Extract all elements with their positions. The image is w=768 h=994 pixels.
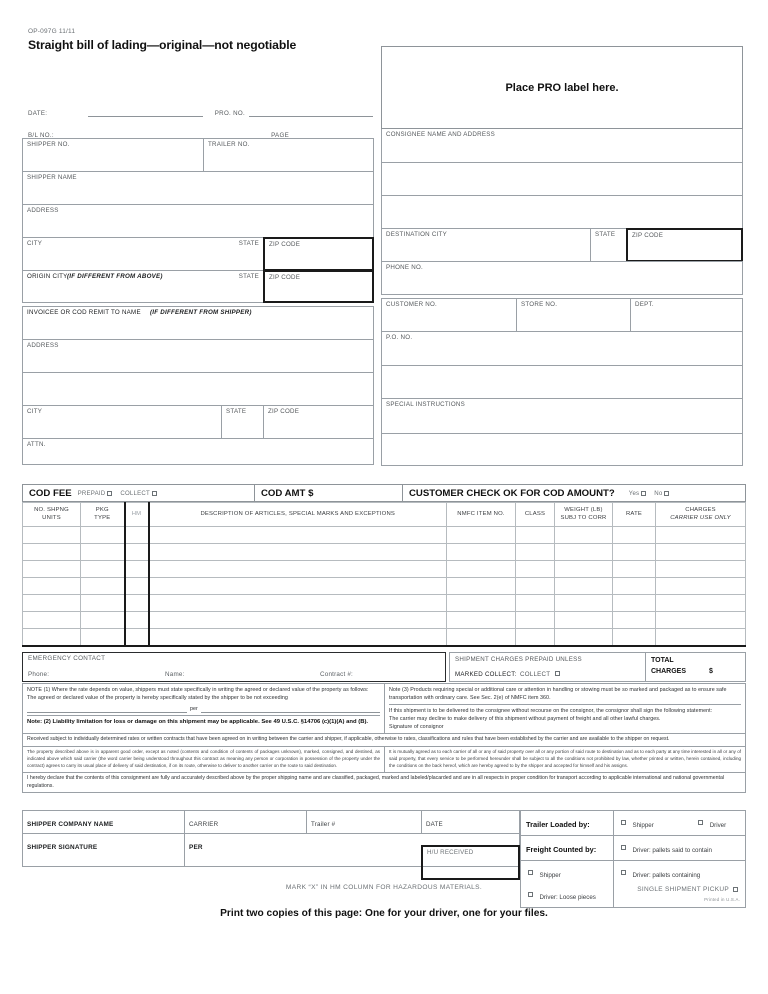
cell-weight[interactable] [555, 544, 613, 561]
cell-class[interactable] [516, 561, 555, 578]
shipper-address-label: ADDRESS [27, 207, 59, 214]
cell-weight[interactable] [555, 612, 613, 629]
shipper-city-row [22, 237, 374, 270]
col-charges-l2: CARRIER USE ONLY [670, 514, 731, 521]
cell-rate[interactable] [613, 561, 656, 578]
origin-city-label: ORIGIN CITY [27, 273, 68, 280]
cell-nmfc[interactable] [447, 527, 516, 544]
invoicee-attn-field[interactable] [22, 438, 374, 465]
invoicee-zip-field[interactable] [263, 406, 373, 438]
po-no-extra-field[interactable] [381, 365, 743, 398]
form-header [28, 28, 296, 52]
cell-pkg[interactable] [81, 527, 125, 544]
cell-nmfc[interactable] [447, 544, 516, 561]
invoicee-zip-label: ZIP CODE [268, 408, 300, 415]
date-pro-row [28, 95, 373, 117]
single-shipment-pickup-checkbox[interactable] [733, 887, 738, 892]
cell-pkg[interactable] [81, 595, 125, 612]
cell-rate[interactable] [613, 595, 656, 612]
counted-driver-loose-label: Driver: Loose pieces [539, 894, 596, 901]
note1-a: NOTE (1) Where the rate depends on value, shippers must state specifically in writing the agreed or declared value of the property as follows: [27, 687, 369, 693]
freight-counted-row [521, 836, 746, 861]
cell-pkg[interactable] [81, 629, 125, 646]
cell-desc[interactable] [149, 578, 447, 595]
notes-top-row [22, 683, 746, 733]
cell-class[interactable] [516, 578, 555, 595]
per-field-label: PER [189, 844, 203, 851]
freight-counted-by-cell [521, 836, 614, 861]
customer-no-field[interactable] [382, 299, 516, 331]
invoicee-city-field[interactable] [23, 406, 221, 438]
invoicee-title-note: (IF DIFFERENT FROM SHIPPER) [150, 309, 252, 316]
legal-notes [22, 683, 746, 793]
shipper-name-field[interactable] [22, 171, 374, 204]
table-row[interactable] [23, 578, 746, 595]
loaded-shipper-label: Shipper [632, 822, 654, 829]
destination-state-label: STATE [595, 231, 616, 238]
cod-prepaid-label: PREPAID [77, 489, 106, 497]
trailer-field[interactable] [307, 811, 422, 834]
cell-weight[interactable] [555, 595, 613, 612]
counted-shipper-label: Shipper [539, 872, 561, 879]
pro-label-text: Place PRO label here. [505, 81, 619, 94]
col-hm: HM [125, 503, 149, 527]
cell-nmfc[interactable] [447, 595, 516, 612]
pro-label-area[interactable] [381, 46, 743, 129]
declared-value-per-input[interactable] [201, 705, 380, 713]
shipper-no-label: SHIPPER NO. [27, 141, 70, 148]
table-row[interactable] [23, 595, 746, 612]
invoicee-city-row [22, 405, 374, 438]
destination-zip-label: ZIP CODE [632, 232, 664, 239]
cell-desc[interactable] [149, 595, 447, 612]
table-row[interactable] [23, 544, 746, 561]
destination-state-field[interactable] [590, 229, 626, 261]
col-pkg-type [81, 503, 125, 527]
cod-prepaid-checkbox[interactable] [107, 491, 112, 496]
hu-received-field[interactable] [421, 845, 520, 880]
loaded-by-table [520, 810, 746, 908]
col-charges [656, 503, 746, 527]
signature-of-consignor: Signature of consignor [389, 724, 444, 731]
total-charges-dollar: $ [709, 668, 713, 675]
mutually-agreed-column [385, 747, 745, 772]
charges-collect-checkbox[interactable] [555, 671, 560, 676]
bl-no-label: B/L NO.: [28, 132, 54, 139]
col-charges-l1: CHARGES [685, 506, 716, 513]
cell-pkg[interactable] [81, 578, 125, 595]
invoicee-name-field[interactable] [22, 306, 374, 339]
origin-state-field[interactable] [221, 271, 263, 302]
counted-shipper-checkbox[interactable] [528, 870, 533, 875]
cell-units[interactable] [23, 629, 81, 646]
apparent-good-order-column [23, 747, 385, 772]
invoicee-attn-label: ATTN. [27, 441, 46, 448]
col-weight-l2: SUBJ TO CORR [560, 514, 607, 521]
freight-counted-options-cell [614, 836, 746, 861]
cell-desc[interactable] [149, 544, 447, 561]
total-charges-l1: TOTAL [651, 657, 674, 664]
shipper-no-row [22, 138, 374, 171]
cod-yes-label: Yes [628, 489, 640, 497]
cell-nmfc[interactable] [447, 612, 516, 629]
emergency-phone-label[interactable]: Phone: [28, 671, 50, 678]
phone-no-field[interactable] [381, 261, 743, 295]
received-subject: Received subject to individually determined rates or written contracts that have been agreed on in writing between the carrier and shipper, if applicable, otherwise to rates, classifications and rules that have been established by the carrier and are available to the shipper on request. [27, 736, 670, 743]
cell-nmfc[interactable] [447, 561, 516, 578]
counted-driver-pallets-containing-label: Driver: pallets containing [632, 872, 701, 879]
mark-x-note: MARK “X” IN HM COLUMN FOR HAZARDOUS MATERIALS. [285, 884, 483, 891]
hu-received-label: H/U RECEIVED [427, 849, 474, 856]
recourse-b: The carrier may decline to make delivery of this shipment without payment of freight and all other lawful charges. [389, 716, 661, 723]
shipper-state-field[interactable] [221, 238, 263, 270]
hereby-declare-row [22, 772, 746, 794]
cell-class[interactable] [516, 527, 555, 544]
cell-charges[interactable] [656, 629, 746, 646]
articles-table [22, 502, 746, 647]
origin-state-label: STATE [238, 273, 259, 280]
note1-b: The agreed or declared value of the property is hereby specifically stated by the shipper to be not exceeding [27, 695, 288, 702]
customer-no-label: CUSTOMER NO. [386, 301, 438, 308]
counted-driver-pallets-containing-checkbox[interactable] [621, 870, 626, 875]
total-charges-l2: CHARGES [651, 668, 687, 675]
shipper-signature-field[interactable] [23, 834, 185, 867]
cod-collect-label: COLLECT [120, 489, 150, 497]
special-instructions-extra-field[interactable] [381, 433, 743, 466]
col-class: CLASS [516, 503, 555, 527]
mutually-agreed: It is mutually agreed as to each carrier of all or any of said property over all or any portion of said route to destination and as to each party at any time interested in all or any of said property, that every service to be performed hereunder shall be subject to all the conditions not prohibited by law, whether printed or written, herein contained, including the conditions on the back hereof, which are hereby agreed to by the shipper and accepted for himself and his assigns. [389, 748, 741, 768]
prepaid-unless-line1: SHIPMENT CHARGES PREPAID UNLESS [455, 656, 582, 663]
po-no-field[interactable] [381, 331, 743, 365]
phone-no-label: PHONE NO. [386, 264, 423, 271]
origin-zip-label: ZIP CODE [269, 274, 301, 281]
cell-hm[interactable] [125, 561, 149, 578]
cell-rate[interactable] [613, 612, 656, 629]
dept-field[interactable] [630, 299, 742, 331]
cell-pkg[interactable] [81, 544, 125, 561]
single-shipment-pickup [637, 886, 740, 893]
shipper-city-label: CITY [27, 240, 43, 247]
recourse-a: If this shipment is to be delivered to the consignee without recourse on the consignor, the consignor shall sign the following statement: [389, 704, 741, 715]
page-title: Straight bill of lading—original—not negotiable [28, 38, 297, 52]
table-row[interactable] [23, 527, 746, 544]
shipper-signature-label: SHIPPER SIGNATURE [27, 844, 98, 851]
store-no-field[interactable] [516, 299, 630, 331]
cell-nmfc[interactable] [447, 578, 516, 595]
counted-driver-loose-checkbox[interactable] [528, 892, 533, 897]
loaded-shipper-checkbox[interactable] [621, 820, 626, 825]
table-row[interactable] [23, 612, 746, 629]
cell-rate[interactable] [613, 578, 656, 595]
cell-class[interactable] [516, 612, 555, 629]
declared-value-input[interactable] [27, 705, 187, 713]
bl-page-row [28, 117, 373, 139]
cell-hm[interactable] [125, 629, 149, 646]
origin-city-field[interactable] [23, 271, 221, 302]
cell-weight[interactable] [555, 578, 613, 595]
invoicee-title: INVOICEE OR COD REMIT TO NAME [27, 309, 141, 316]
col-weight [555, 503, 613, 527]
top-fields [28, 95, 373, 139]
cod-collect-checkbox[interactable] [152, 491, 157, 496]
date-field[interactable] [422, 811, 520, 834]
received-subject-row [22, 733, 746, 746]
cell-class[interactable] [516, 629, 555, 646]
cell-hm[interactable] [125, 612, 149, 629]
apparent-good-order: The property described above is in apparent good order, except as noted (contents and condition of contents of packages unknown), marked, consigned, and destined, as indicated above which said carrier (the word carrier being understood throughout this contract as meaning any person or corporation in possession of the property under the contract) agrees to carry its usual place of delivery of said destination, if on its route, otherwise to deliver to another carrier on the route to said destination. [27, 748, 380, 768]
col-pkg-type-l1: PKG [95, 506, 109, 513]
destination-zip-field[interactable] [626, 228, 743, 262]
cod-amt-segment[interactable] [255, 485, 403, 501]
shipper-name-label: SHIPPER NAME [27, 174, 77, 181]
cod-no-label: No [654, 489, 663, 497]
destination-city-label: DESTINATION CITY [386, 231, 447, 238]
form-number: OP-097G 11/11 [28, 28, 76, 35]
carrier-field[interactable] [185, 811, 307, 834]
articles-header-row [23, 503, 746, 527]
emergency-contact-block [22, 652, 446, 682]
emergency-contract-label[interactable]: Contract #: [320, 671, 353, 678]
trailer-label: Trailer # [311, 821, 336, 828]
destination-city-row [381, 228, 743, 261]
consignee-name-field[interactable] [381, 129, 743, 162]
col-description: DESCRIPTION OF ARTICLES, SPECIAL MARKS AND EXCEPTIONS [149, 503, 447, 527]
loaded-driver-label: Driver [709, 822, 727, 829]
cell-desc[interactable] [149, 527, 447, 544]
pro-no-label: PRO. NO. [214, 110, 245, 117]
shipment-charges-block [449, 652, 746, 682]
cod-amt-label: COD AMT $ [261, 487, 314, 499]
col-rate: RATE [613, 503, 656, 527]
customer-no-row [381, 298, 743, 331]
trailer-loaded-by-label: Trailer Loaded by: [526, 820, 590, 829]
trailer-no-label: TRAILER NO. [208, 141, 250, 148]
consignee-address2-field[interactable] [381, 162, 743, 195]
customer-check-label: CUSTOMER CHECK OK FOR COD AMOUNT? [409, 487, 615, 499]
cell-pkg[interactable] [81, 612, 125, 629]
articles-body [23, 527, 746, 646]
shipper-company-name-field[interactable] [23, 811, 185, 834]
closing-instruction: Print two copies of this page: One for your driver, one for your files. [220, 908, 548, 919]
cell-pkg[interactable] [81, 561, 125, 578]
cell-desc[interactable] [149, 612, 447, 629]
destination-city-field[interactable] [382, 229, 590, 261]
invoicee-city-label: CITY [27, 408, 43, 415]
cod-no-checkbox[interactable] [664, 491, 669, 496]
signature-header-row [23, 811, 520, 834]
cell-units[interactable] [23, 612, 81, 629]
printed-in-usa: Printed in U.S.A. [704, 897, 740, 902]
counted-shipper-option[interactable] [526, 864, 608, 882]
cell-weight[interactable] [555, 629, 613, 646]
col-nmfc-item-no: NMFC ITEM NO. [447, 503, 516, 527]
special-instructions-label: SPECIAL INSTRUCTIONS [386, 401, 466, 408]
customer-check-segment [403, 485, 745, 501]
left-column [22, 138, 374, 465]
cell-units[interactable] [23, 578, 81, 595]
table-row[interactable] [23, 629, 746, 646]
cell-weight[interactable] [555, 561, 613, 578]
date-label: DATE: [28, 110, 48, 117]
cell-units[interactable] [23, 544, 81, 561]
cell-units[interactable] [23, 527, 81, 544]
col-shpng-units-l2: UNITS [42, 514, 61, 521]
trailer-loaded-by-cell [521, 811, 614, 836]
invoicee-state-label: STATE [226, 408, 247, 415]
table-row[interactable] [23, 561, 746, 578]
store-no-label: STORE NO. [521, 301, 558, 308]
cell-charges[interactable] [656, 612, 746, 629]
origin-zip-field[interactable] [263, 270, 374, 303]
cell-hm[interactable] [125, 527, 149, 544]
col-weight-l1: WEIGHT (LB) [564, 506, 603, 513]
trailer-loaded-options-cell [614, 811, 746, 836]
cell-nmfc[interactable] [447, 629, 516, 646]
cell-desc[interactable] [149, 561, 447, 578]
shipper-address-field[interactable] [22, 204, 374, 237]
trailer-loaded-row [521, 811, 746, 836]
col-pkg-type-l2: TYPE [94, 514, 111, 521]
cell-units[interactable] [23, 561, 81, 578]
shipper-state-label: STATE [238, 240, 259, 247]
cell-rate[interactable] [613, 544, 656, 561]
emergency-name-label[interactable]: Name: [165, 671, 185, 678]
pro-no-input[interactable] [249, 107, 373, 117]
note3: Note (3) Products requiring special or additional care or attention in handling or stowing must be so marked and packaged as to ensure safe transportation with ordinary care. See Sec. 2(e) of NMFC item 360. [389, 687, 727, 702]
cod-yes-checkbox[interactable] [641, 491, 646, 496]
signature-date-label: DATE [426, 821, 443, 828]
right-column [381, 46, 743, 466]
cell-charges[interactable] [656, 527, 746, 544]
carrier-label: CARRIER [189, 821, 219, 828]
terms-two-column-row [22, 746, 746, 772]
origin-city-row [22, 270, 374, 303]
note2: Note: (2) Liability limitation for loss or damage on this shipment may be applicable. See 49 U.S.C. §14706 (c)(1)(A) and (B). [27, 715, 380, 727]
po-no-label: P.O. NO. [386, 334, 413, 341]
invoicee-address2-field[interactable] [22, 372, 374, 405]
trailer-no-field[interactable] [203, 139, 373, 171]
marked-collect-label: MARKED COLLECT: [455, 671, 517, 678]
cell-hm[interactable] [125, 578, 149, 595]
loaded-driver-checkbox[interactable] [698, 820, 703, 825]
invoicee-state-field[interactable] [221, 406, 263, 438]
emergency-contact-title: EMERGENCY CONTACT [28, 655, 106, 662]
note3-column [385, 684, 745, 733]
prepaid-unless-cell [450, 653, 646, 681]
single-shipment-pickup-label: SINGLE SHIPMENT PICKUP [637, 886, 729, 893]
shipper-zip-field[interactable] [263, 237, 374, 271]
special-instructions-field[interactable] [381, 398, 743, 433]
charges-collect-label: COLLECT [520, 671, 551, 678]
col-shpng-units-l1: NO. SHPNG [34, 506, 69, 513]
cod-fee-label: COD FEE [29, 487, 72, 499]
origin-city-note: (IF DIFFERENT FROM ABOVE) [67, 273, 163, 280]
col-shpng-units [23, 503, 81, 527]
freight-counted-by-label: Freight Counted by: [526, 845, 597, 854]
note1-column [23, 684, 385, 733]
shipper-zip-label: ZIP CODE [269, 241, 301, 248]
cell-hm[interactable] [125, 544, 149, 561]
shipper-company-name-label: SHIPPER COMPANY NAME [27, 821, 114, 828]
cell-hm[interactable] [125, 595, 149, 612]
date-input[interactable] [88, 107, 203, 117]
cell-charges[interactable] [656, 544, 746, 561]
page-label: PAGE [271, 132, 289, 139]
cod-fee-segment [23, 485, 255, 501]
cod-bar [22, 484, 746, 502]
invoicee-address-field[interactable] [22, 339, 374, 372]
per-label: per [190, 706, 198, 713]
cell-units[interactable] [23, 595, 81, 612]
cell-class[interactable] [516, 544, 555, 561]
consignee-address3-field[interactable] [381, 195, 743, 228]
shipper-city-field[interactable] [23, 238, 221, 270]
counted-driver-pallets-said-checkbox[interactable] [621, 845, 626, 850]
cell-charges[interactable] [656, 595, 746, 612]
cell-rate[interactable] [613, 527, 656, 544]
invoicee-address-label: ADDRESS [27, 342, 59, 349]
dept-label: DEPT. [635, 301, 654, 308]
declared-value-line [27, 705, 380, 713]
cell-class[interactable] [516, 595, 555, 612]
shipper-no-field[interactable] [23, 139, 203, 171]
total-charges-cell[interactable] [646, 653, 745, 681]
cell-charges[interactable] [656, 561, 746, 578]
cell-rate[interactable] [613, 629, 656, 646]
cell-weight[interactable] [555, 527, 613, 544]
consignee-name-label: CONSIGNEE NAME AND ADDRESS [386, 131, 495, 138]
counted-driver-pallets-said-label: Driver: pallets said to contain [632, 847, 712, 854]
cell-desc[interactable] [149, 629, 447, 646]
cell-charges[interactable] [656, 578, 746, 595]
hereby-declare: I hereby declare that the contents of this consignment are fully and accurately described above by the proper shipping name and are classified, packaged, marked and labeled/placarded and are in all respects in proper condition for transport according to applicable international and national governmental regulations. [27, 774, 724, 789]
